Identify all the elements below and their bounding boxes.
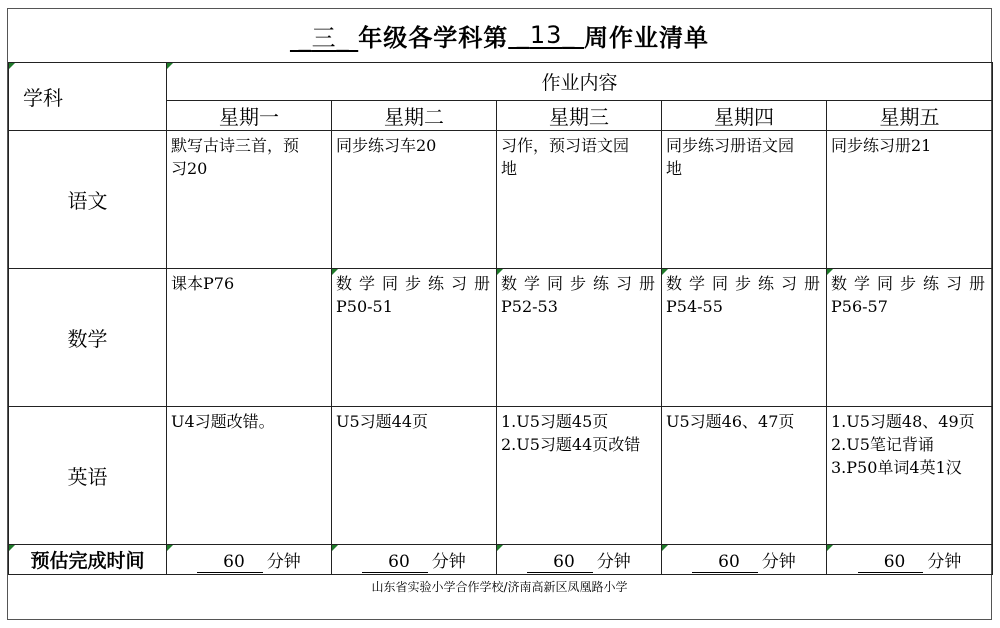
cell-english-mon: U4习题改错。 [167, 407, 332, 545]
header-day-fri: 星期五 [827, 101, 993, 131]
time-mon: 60 分钟 [167, 545, 332, 575]
time-tue: 60 分钟 [332, 545, 497, 575]
cell-chinese-thu: 同步练习册语文园 地 [662, 131, 827, 269]
header-day-tue: 星期二 [332, 101, 497, 131]
header-content: 作业内容 [167, 63, 993, 101]
page-title [8, 9, 991, 61]
time-fri: 60 分钟 [827, 545, 993, 575]
header-day-thu: 星期四 [662, 101, 827, 131]
cell-math-thu: 数学同步练习册 P54-55 [662, 269, 827, 407]
cell-chinese-mon: 默写古诗三首，预 习20 [167, 131, 332, 269]
cell-chinese-tue: 同步练习车20 [332, 131, 497, 269]
header-subject: 学科 [9, 63, 167, 131]
time-thu: 60 分钟 [662, 545, 827, 575]
subject-math: 数学 [9, 269, 167, 407]
cell-chinese-fri: 同步练习册21 [827, 131, 993, 269]
title-grade: _三_ [289, 23, 359, 52]
cell-english-fri: 1.U5习题48、49页 2.U5笔记背诵 3.P50单词4英1汉 [827, 407, 993, 545]
row-time [9, 545, 993, 575]
title-end: 周作业清单 [584, 23, 710, 52]
cell-math-wed: 数学同步练习册 P52-53 [497, 269, 662, 407]
footer-school: 山东省实验小学合作学校/济南高新区凤凰路小学 [371, 580, 628, 594]
title-week: _13_ [508, 21, 585, 49]
row-english [9, 407, 993, 545]
time-wed: 60 分钟 [497, 545, 662, 575]
cell-english-tue: U5习题44页 [332, 407, 497, 545]
cell-english-wed: 1.U5习题45页 2.U5习题44页改错 [497, 407, 662, 545]
subject-chinese: 语文 [9, 131, 167, 269]
cell-math-tue: 数学同步练习册 P50-51 [332, 269, 497, 407]
subject-english: 英语 [9, 407, 167, 545]
cell-math-fri: 数学同步练习册 P56-57 [827, 269, 993, 407]
row-math [9, 269, 993, 407]
cell-math-mon: 课本P76 [167, 269, 332, 407]
row-chinese [9, 131, 993, 269]
header-day-wed: 星期三 [497, 101, 662, 131]
cell-english-thu: U5习题46、47页 [662, 407, 827, 545]
homework-table [8, 62, 993, 575]
title-mid: 年级各学科第 [358, 23, 509, 52]
time-label: 预估完成时间 [9, 545, 167, 575]
cell-chinese-wed: 习作，预习语文园 地 [497, 131, 662, 269]
header-day-mon: 星期一 [167, 101, 332, 131]
